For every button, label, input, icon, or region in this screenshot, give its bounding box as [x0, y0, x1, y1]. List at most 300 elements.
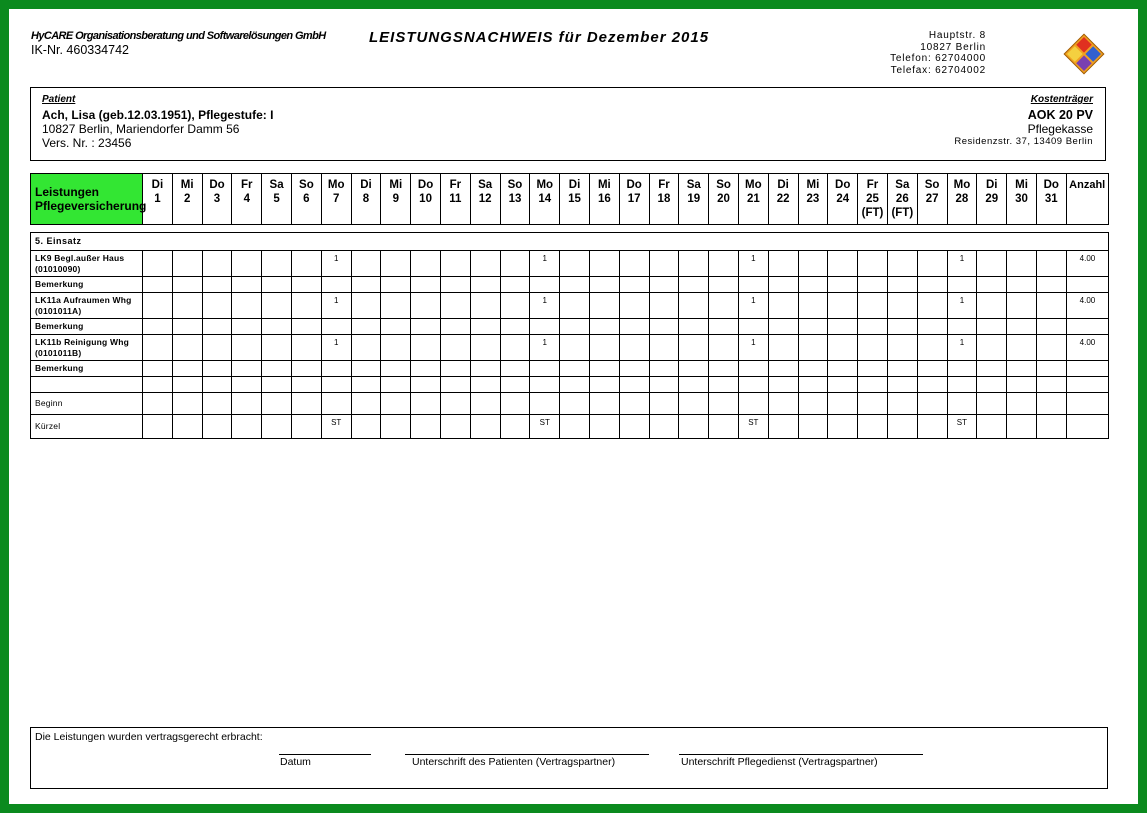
- day-cell[interactable]: [917, 319, 947, 335]
- day-cell[interactable]: [828, 319, 858, 335]
- day-cell[interactable]: [649, 361, 679, 377]
- initials-row: [31, 415, 1109, 439]
- day-cell[interactable]: [917, 393, 947, 415]
- day-cell[interactable]: [589, 415, 619, 439]
- day-cell[interactable]: [977, 251, 1007, 277]
- day-cell[interactable]: [977, 393, 1007, 415]
- day-cell[interactable]: [321, 319, 351, 335]
- day-cell[interactable]: [321, 361, 351, 377]
- day-cell[interactable]: [143, 251, 173, 277]
- day-cell[interactable]: [887, 393, 917, 415]
- day-cell[interactable]: [947, 361, 977, 377]
- day-cell[interactable]: [500, 335, 530, 361]
- day-header-16: [589, 174, 619, 225]
- day-cell[interactable]: [291, 277, 321, 293]
- day-cell[interactable]: [440, 393, 470, 415]
- day-cell[interactable]: [232, 293, 262, 319]
- day-cell[interactable]: [679, 293, 709, 319]
- day-cell[interactable]: [917, 377, 947, 393]
- count-cell: 4.00: [1066, 251, 1108, 277]
- day-cell[interactable]: 1: [530, 335, 560, 361]
- day-cell[interactable]: [679, 277, 709, 293]
- day-cell[interactable]: [768, 361, 798, 377]
- day-cell[interactable]: [411, 361, 441, 377]
- day-cell[interactable]: [1036, 335, 1066, 361]
- day-cell[interactable]: [589, 293, 619, 319]
- day-cell[interactable]: [768, 293, 798, 319]
- day-cell[interactable]: [798, 361, 828, 377]
- day-cell[interactable]: [202, 319, 232, 335]
- day-cell[interactable]: [858, 251, 888, 277]
- day-cell[interactable]: [947, 277, 977, 293]
- day-cell[interactable]: [411, 293, 441, 319]
- day-cell[interactable]: [232, 251, 262, 277]
- day-cell[interactable]: [291, 251, 321, 277]
- day-cell[interactable]: [798, 393, 828, 415]
- day-cell[interactable]: [411, 393, 441, 415]
- day-cell[interactable]: [738, 393, 768, 415]
- day-cell[interactable]: [947, 393, 977, 415]
- day-cell[interactable]: [381, 361, 411, 377]
- day-cell[interactable]: [172, 277, 202, 293]
- day-cell[interactable]: [1007, 377, 1037, 393]
- day-cell[interactable]: [709, 415, 739, 439]
- day-cell[interactable]: [351, 251, 381, 277]
- day-cell[interactable]: [440, 415, 470, 439]
- day-cell[interactable]: [1007, 335, 1037, 361]
- day-cell[interactable]: [262, 361, 292, 377]
- day-cell[interactable]: [143, 377, 173, 393]
- day-cell[interactable]: [619, 335, 649, 361]
- day-cell[interactable]: [321, 377, 351, 393]
- day-cell[interactable]: [202, 251, 232, 277]
- day-cell[interactable]: [709, 277, 739, 293]
- day-cell[interactable]: [887, 277, 917, 293]
- day-cell[interactable]: [738, 319, 768, 335]
- day-cell[interactable]: [768, 377, 798, 393]
- day-cell[interactable]: [232, 361, 262, 377]
- day-cell[interactable]: [500, 319, 530, 335]
- day-cell[interactable]: [619, 415, 649, 439]
- day-header-15: [560, 174, 590, 225]
- day-cell[interactable]: [172, 319, 202, 335]
- day-cell[interactable]: [470, 277, 500, 293]
- day-cell[interactable]: [440, 277, 470, 293]
- day-cell[interactable]: [232, 415, 262, 439]
- day-cell[interactable]: [470, 361, 500, 377]
- day-cell[interactable]: [649, 319, 679, 335]
- day-cell[interactable]: 1: [321, 293, 351, 319]
- day-cell[interactable]: [411, 277, 441, 293]
- day-cell[interactable]: [1036, 361, 1066, 377]
- day-cell[interactable]: [858, 293, 888, 319]
- day-cell[interactable]: [351, 377, 381, 393]
- day-cell[interactable]: [440, 293, 470, 319]
- service-signature-line[interactable]: [679, 754, 923, 755]
- day-cell[interactable]: [291, 293, 321, 319]
- day-cell[interactable]: [530, 277, 560, 293]
- day-cell[interactable]: [709, 361, 739, 377]
- day-header-content: [888, 174, 917, 220]
- day-cell[interactable]: [709, 393, 739, 415]
- day-cell[interactable]: [351, 319, 381, 335]
- day-cell[interactable]: [172, 415, 202, 439]
- day-cell[interactable]: [917, 251, 947, 277]
- day-cell[interactable]: [1036, 319, 1066, 335]
- day-cell[interactable]: [709, 377, 739, 393]
- day-cell[interactable]: [828, 393, 858, 415]
- day-cell[interactable]: [470, 251, 500, 277]
- day-cell[interactable]: [560, 377, 590, 393]
- day-cell[interactable]: [858, 277, 888, 293]
- day-cell[interactable]: [709, 293, 739, 319]
- day-cell[interactable]: [470, 393, 500, 415]
- day-cell[interactable]: [381, 293, 411, 319]
- day-cell[interactable]: [798, 335, 828, 361]
- day-cell[interactable]: [828, 277, 858, 293]
- confirmation-statement: Die Leistungen wurden vertragsgerecht erbracht:: [35, 731, 263, 743]
- day-cell[interactable]: [649, 251, 679, 277]
- day-cell[interactable]: [858, 377, 888, 393]
- day-cell[interactable]: [887, 377, 917, 393]
- day-cell[interactable]: [649, 377, 679, 393]
- day-cell[interactable]: [1007, 393, 1037, 415]
- day-cell[interactable]: [887, 293, 917, 319]
- day-cell[interactable]: [172, 361, 202, 377]
- day-cell[interactable]: [619, 319, 649, 335]
- day-cell[interactable]: [440, 251, 470, 277]
- day-cell[interactable]: [917, 415, 947, 439]
- day-cell[interactable]: [649, 277, 679, 293]
- day-cell[interactable]: [649, 415, 679, 439]
- day-cell[interactable]: [947, 377, 977, 393]
- day-cell[interactable]: 1: [947, 251, 977, 277]
- day-cell[interactable]: [291, 393, 321, 415]
- day-cell[interactable]: [232, 277, 262, 293]
- day-cell[interactable]: [589, 277, 619, 293]
- day-cell[interactable]: [589, 319, 619, 335]
- day-cell[interactable]: [440, 319, 470, 335]
- day-cell[interactable]: [887, 319, 917, 335]
- day-cell[interactable]: [798, 277, 828, 293]
- day-cell[interactable]: [798, 377, 828, 393]
- day-cell[interactable]: [917, 335, 947, 361]
- day-cell[interactable]: [619, 277, 649, 293]
- day-header-content: [948, 174, 977, 206]
- day-cell[interactable]: [887, 415, 917, 439]
- day-cell[interactable]: [1007, 319, 1037, 335]
- day-cell[interactable]: [679, 377, 709, 393]
- day-cell[interactable]: [709, 251, 739, 277]
- day-cell[interactable]: [500, 251, 530, 277]
- day-cell[interactable]: [947, 319, 977, 335]
- day-cell[interactable]: [440, 377, 470, 393]
- day-cell[interactable]: [709, 335, 739, 361]
- day-cell[interactable]: [649, 335, 679, 361]
- patient-signature-line[interactable]: [405, 754, 649, 755]
- day-cell[interactable]: [143, 361, 173, 377]
- day-cell[interactable]: [1036, 251, 1066, 277]
- day-cell[interactable]: [679, 251, 709, 277]
- day-cell[interactable]: [291, 361, 321, 377]
- count-cell: [1066, 393, 1108, 415]
- day-cell[interactable]: [530, 393, 560, 415]
- day-cell[interactable]: [470, 319, 500, 335]
- day-cell[interactable]: [500, 293, 530, 319]
- day-cell[interactable]: [291, 377, 321, 393]
- day-cell[interactable]: [768, 415, 798, 439]
- day-cell[interactable]: [143, 277, 173, 293]
- day-cell[interactable]: [351, 361, 381, 377]
- day-cell[interactable]: [977, 277, 1007, 293]
- day-cell[interactable]: [440, 361, 470, 377]
- day-header-8: [351, 174, 381, 225]
- day-cell[interactable]: [202, 393, 232, 415]
- day-cell[interactable]: [202, 361, 232, 377]
- day-cell[interactable]: [1007, 361, 1037, 377]
- day-cell[interactable]: [619, 393, 649, 415]
- day-cell[interactable]: [679, 335, 709, 361]
- day-cell[interactable]: [143, 393, 173, 415]
- day-cell[interactable]: [828, 251, 858, 277]
- day-cell[interactable]: 1: [530, 251, 560, 277]
- day-cell[interactable]: [470, 335, 500, 361]
- day-cell[interactable]: [560, 277, 590, 293]
- day-cell[interactable]: [798, 251, 828, 277]
- day-cell[interactable]: [858, 335, 888, 361]
- day-cell[interactable]: [381, 335, 411, 361]
- day-cell[interactable]: [321, 277, 351, 293]
- day-cell[interactable]: [589, 377, 619, 393]
- day-cell[interactable]: [500, 361, 530, 377]
- day-cell[interactable]: [530, 361, 560, 377]
- day-cell[interactable]: [440, 335, 470, 361]
- day-cell[interactable]: 1: [321, 251, 351, 277]
- day-cell[interactable]: [738, 277, 768, 293]
- day-cell[interactable]: [351, 393, 381, 415]
- day-cell[interactable]: [679, 319, 709, 335]
- day-cell[interactable]: [1007, 415, 1037, 439]
- day-cell[interactable]: [202, 277, 232, 293]
- day-cell[interactable]: [262, 293, 292, 319]
- day-cell[interactable]: [172, 251, 202, 277]
- day-cell[interactable]: [768, 335, 798, 361]
- day-cell[interactable]: [887, 361, 917, 377]
- day-cell[interactable]: [977, 293, 1007, 319]
- day-cell[interactable]: 1: [738, 293, 768, 319]
- day-number: 5: [273, 193, 280, 205]
- day-cell[interactable]: [560, 415, 590, 439]
- day-cell[interactable]: [500, 377, 530, 393]
- day-cell[interactable]: [262, 319, 292, 335]
- day-cell[interactable]: [411, 319, 441, 335]
- day-cell[interactable]: [1036, 393, 1066, 415]
- day-cell[interactable]: [560, 319, 590, 335]
- day-cell[interactable]: [381, 251, 411, 277]
- count-cell: 4.00: [1066, 335, 1108, 361]
- day-cell[interactable]: [172, 377, 202, 393]
- day-cell[interactable]: [738, 361, 768, 377]
- day-cell[interactable]: [858, 393, 888, 415]
- day-cell[interactable]: [232, 319, 262, 335]
- day-cell[interactable]: [351, 335, 381, 361]
- day-cell[interactable]: [679, 361, 709, 377]
- day-cell[interactable]: [977, 415, 1007, 439]
- day-cell[interactable]: [262, 393, 292, 415]
- day-cell[interactable]: [411, 335, 441, 361]
- day-cell[interactable]: [411, 415, 441, 439]
- day-cell[interactable]: [1036, 277, 1066, 293]
- day-cell[interactable]: [977, 361, 1007, 377]
- day-cell[interactable]: [232, 393, 262, 415]
- day-cell[interactable]: [709, 319, 739, 335]
- day-cell[interactable]: [351, 415, 381, 439]
- count-cell: [1066, 277, 1108, 293]
- service-label: LK11a Aufraumen Whg (0101011A): [31, 293, 143, 319]
- day-cell[interactable]: [977, 319, 1007, 335]
- day-cell[interactable]: [560, 293, 590, 319]
- day-cell[interactable]: [619, 361, 649, 377]
- day-cell[interactable]: [977, 377, 1007, 393]
- day-cell[interactable]: [1036, 415, 1066, 439]
- day-cell[interactable]: [262, 415, 292, 439]
- day-cell[interactable]: [828, 415, 858, 439]
- day-cell[interactable]: [560, 335, 590, 361]
- day-cell[interactable]: [202, 415, 232, 439]
- day-cell[interactable]: [291, 335, 321, 361]
- day-cell[interactable]: [917, 277, 947, 293]
- day-cell[interactable]: [232, 377, 262, 393]
- day-cell[interactable]: [768, 277, 798, 293]
- day-cell[interactable]: [202, 293, 232, 319]
- day-cell[interactable]: ST: [530, 415, 560, 439]
- weekday-label: So: [924, 179, 940, 191]
- day-cell[interactable]: [798, 293, 828, 319]
- day-cell[interactable]: [828, 335, 858, 361]
- day-cell[interactable]: [1007, 277, 1037, 293]
- day-cell[interactable]: [291, 319, 321, 335]
- day-cell[interactable]: [172, 393, 202, 415]
- day-cell[interactable]: [381, 319, 411, 335]
- day-cell[interactable]: [977, 335, 1007, 361]
- day-cell[interactable]: [560, 361, 590, 377]
- day-cell[interactable]: [619, 251, 649, 277]
- weekday-label: Do: [417, 179, 434, 191]
- day-cell[interactable]: [1007, 293, 1037, 319]
- day-cell[interactable]: [828, 293, 858, 319]
- day-cell[interactable]: [649, 393, 679, 415]
- day-cell[interactable]: [619, 293, 649, 319]
- day-cell[interactable]: [470, 415, 500, 439]
- day-cell[interactable]: [917, 293, 947, 319]
- date-line[interactable]: [279, 754, 371, 755]
- day-cell[interactable]: [560, 251, 590, 277]
- day-cell[interactable]: 1: [738, 335, 768, 361]
- day-cell[interactable]: [798, 319, 828, 335]
- day-header-5: [262, 174, 292, 225]
- day-cell[interactable]: [589, 361, 619, 377]
- day-cell[interactable]: [470, 377, 500, 393]
- day-cell[interactable]: [619, 377, 649, 393]
- day-cell[interactable]: 1: [530, 293, 560, 319]
- day-cell[interactable]: ST: [321, 415, 351, 439]
- day-cell[interactable]: [589, 335, 619, 361]
- day-cell[interactable]: [291, 415, 321, 439]
- day-cell[interactable]: [143, 415, 173, 439]
- day-cell[interactable]: 1: [947, 293, 977, 319]
- day-cell[interactable]: [858, 415, 888, 439]
- day-cell[interactable]: [828, 361, 858, 377]
- day-cell[interactable]: [262, 277, 292, 293]
- day-cell[interactable]: [172, 335, 202, 361]
- day-cell[interactable]: [768, 393, 798, 415]
- weekday-label: Mi: [806, 179, 820, 191]
- day-cell[interactable]: [143, 293, 173, 319]
- day-cell[interactable]: [500, 393, 530, 415]
- day-cell[interactable]: [411, 251, 441, 277]
- day-cell[interactable]: [1007, 251, 1037, 277]
- day-header-content: [530, 174, 559, 206]
- day-cell[interactable]: [828, 377, 858, 393]
- day-cell[interactable]: [887, 251, 917, 277]
- day-cell[interactable]: [858, 319, 888, 335]
- day-cell[interactable]: [768, 319, 798, 335]
- day-cell[interactable]: [1036, 377, 1066, 393]
- day-cell[interactable]: [351, 277, 381, 293]
- day-cell[interactable]: [202, 377, 232, 393]
- day-cell[interactable]: [381, 393, 411, 415]
- day-cell[interactable]: [589, 251, 619, 277]
- day-cell[interactable]: [560, 393, 590, 415]
- day-cell[interactable]: [858, 361, 888, 377]
- day-cell[interactable]: [411, 377, 441, 393]
- day-cell[interactable]: [500, 415, 530, 439]
- day-cell[interactable]: [679, 415, 709, 439]
- day-cell[interactable]: [381, 377, 411, 393]
- day-cell[interactable]: ST: [947, 415, 977, 439]
- day-cell[interactable]: [143, 335, 173, 361]
- day-cell[interactable]: [530, 377, 560, 393]
- day-cell[interactable]: [470, 293, 500, 319]
- day-cell[interactable]: [172, 293, 202, 319]
- day-cell[interactable]: [262, 251, 292, 277]
- day-cell[interactable]: 1: [738, 251, 768, 277]
- day-cell[interactable]: [351, 293, 381, 319]
- day-cell[interactable]: [679, 393, 709, 415]
- day-cell[interactable]: [1036, 293, 1066, 319]
- day-cell[interactable]: [262, 377, 292, 393]
- day-cell[interactable]: [798, 415, 828, 439]
- day-cell[interactable]: [321, 393, 351, 415]
- day-cell[interactable]: [530, 319, 560, 335]
- day-cell[interactable]: 1: [321, 335, 351, 361]
- day-cell[interactable]: 1: [947, 335, 977, 361]
- day-cell[interactable]: [143, 319, 173, 335]
- day-cell[interactable]: [887, 335, 917, 361]
- day-cell[interactable]: ST: [738, 415, 768, 439]
- day-cell[interactable]: [768, 251, 798, 277]
- day-cell[interactable]: [232, 335, 262, 361]
- day-cell[interactable]: [649, 293, 679, 319]
- day-cell[interactable]: [589, 393, 619, 415]
- day-cell[interactable]: [381, 277, 411, 293]
- day-cell[interactable]: [381, 415, 411, 439]
- day-cell[interactable]: [500, 277, 530, 293]
- day-cell[interactable]: [917, 361, 947, 377]
- day-cell[interactable]: [262, 335, 292, 361]
- day-cell[interactable]: [738, 377, 768, 393]
- day-cell[interactable]: [202, 335, 232, 361]
